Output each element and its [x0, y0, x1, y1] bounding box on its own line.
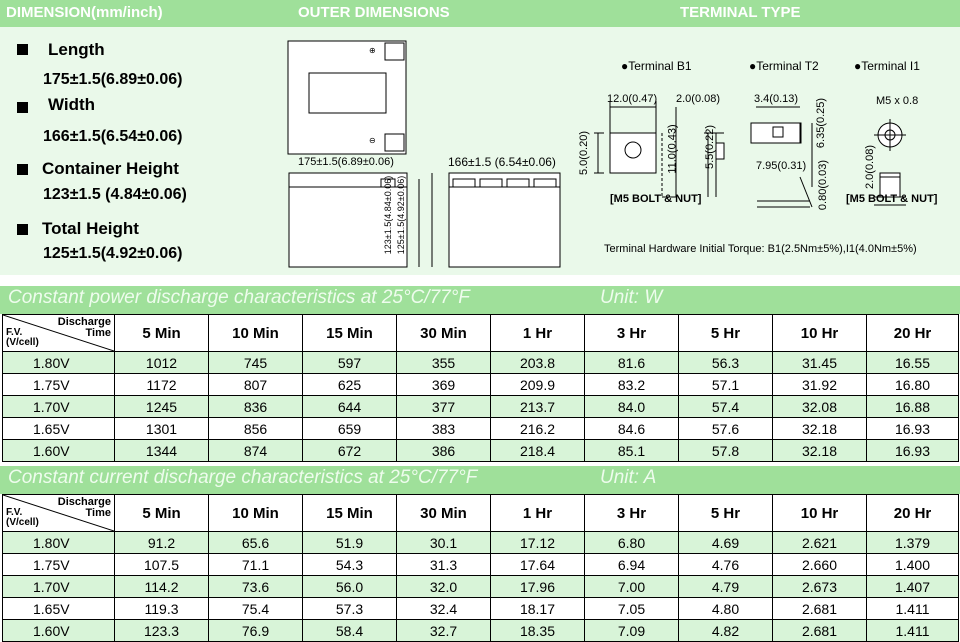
table-cell: 32.18: [773, 440, 867, 462]
table-cell: 2.673: [773, 576, 867, 598]
corner-fv-label: [6, 328, 39, 348]
table-cell: 2.621: [773, 532, 867, 554]
table-cell: 76.9: [209, 620, 303, 642]
table-cell: 56.0: [303, 576, 397, 598]
table-cell: 377: [397, 396, 491, 418]
table-cell: 383: [397, 418, 491, 440]
dimension-value-container-height: 123±1.5 (4.84±0.06): [43, 186, 187, 203]
table-cell: 17.96: [491, 576, 585, 598]
table-cell: 17.12: [491, 532, 585, 554]
corner-vcell-text: (V/cell): [6, 337, 39, 348]
table-cell: 75.4: [209, 598, 303, 620]
table-cell: 16.80: [867, 374, 959, 396]
terminal-i1-bolt: [M5 BOLT & NUT]: [846, 193, 938, 205]
table-cell: 644: [303, 396, 397, 418]
column-header: 10 Hr: [773, 495, 867, 532]
table-cell: 6.94: [585, 554, 679, 576]
terminal-i1-dim-a: M5 x 0.8: [876, 95, 919, 107]
dimension-panel: [0, 27, 960, 275]
final-voltage-cell: 1.60V: [3, 440, 115, 462]
table-cell: 836: [209, 396, 303, 418]
table-cell: 1.411: [867, 598, 959, 620]
terminal-t2-dim-a: 3.4(0.13): [754, 93, 799, 105]
table-cell: 16.93: [867, 440, 959, 462]
table-cell: 369: [397, 374, 491, 396]
table-cell: 4.76: [679, 554, 773, 576]
column-header: 10 Hr: [773, 315, 867, 352]
dimension-label-total-height: Total Height: [42, 219, 139, 238]
table-cell: 32.7: [397, 620, 491, 642]
corner-vcell-text: (V/cell): [6, 517, 39, 528]
table-cell: 51.9: [303, 532, 397, 554]
corner-fv-label: [6, 508, 39, 528]
table-cell: 856: [209, 418, 303, 440]
table-cell: 4.79: [679, 576, 773, 598]
final-voltage-cell: 1.80V: [3, 532, 115, 554]
terminal-b1-dim-a: 12.0(0.47): [607, 93, 658, 105]
table-row: [3, 620, 959, 642]
table-cell: 1172: [115, 374, 209, 396]
table-cell: 6.80: [585, 532, 679, 554]
terminal-type-title: TERMINAL TYPE: [680, 4, 801, 21]
table-cell: 32.4: [397, 598, 491, 620]
current-table-title: Constant current discharge characteristics at 25°C/77°F: [8, 467, 478, 488]
table-cell: 218.4: [491, 440, 585, 462]
table-cell: 745: [209, 352, 303, 374]
table-corner-cell: [3, 495, 115, 532]
column-header: 15 Min: [303, 315, 397, 352]
table-cell: 1.379: [867, 532, 959, 554]
drawing-container-height-label: 123±1.5(4.84±0.06): [383, 175, 394, 255]
table-cell: 672: [303, 440, 397, 462]
dimension-value-width: 166±1.5(6.54±0.06): [43, 128, 183, 145]
section-header-bar: [0, 0, 960, 27]
table-cell: 31.45: [773, 352, 867, 374]
column-header: 1 Hr: [491, 315, 585, 352]
corner-time-label: Time: [85, 327, 111, 339]
table-cell: 16.88: [867, 396, 959, 418]
dimension-value-length: 175±1.5(6.89±0.06): [43, 71, 183, 88]
terminal-b1-dim-b: 2.0(0.08): [676, 93, 721, 105]
table-cell: 57.6: [679, 418, 773, 440]
table-cell: 1301: [115, 418, 209, 440]
outer-dimensions-title: OUTER DIMENSIONS: [298, 4, 450, 21]
table-cell: 386: [397, 440, 491, 462]
table-cell: 209.9: [491, 374, 585, 396]
table-row: [3, 440, 959, 462]
table-row: [3, 418, 959, 440]
corner-time-label: Time: [85, 507, 111, 519]
table-cell: 625: [303, 374, 397, 396]
table-cell: 1344: [115, 440, 209, 462]
table-cell: 7.05: [585, 598, 679, 620]
table-cell: 7.09: [585, 620, 679, 642]
table-cell: 107.5: [115, 554, 209, 576]
table-cell: 2.681: [773, 620, 867, 642]
corner-discharge-label: Discharge: [57, 496, 111, 508]
drawing-total-height-label: 125±1.5(4.92±0.06): [396, 175, 407, 255]
table-cell: 57.8: [679, 440, 773, 462]
final-voltage-cell: 1.60V: [3, 620, 115, 642]
table-cell: 4.80: [679, 598, 773, 620]
table-cell: 31.3: [397, 554, 491, 576]
table-cell: 73.6: [209, 576, 303, 598]
dimension-title: DIMENSION(mm/inch): [6, 4, 163, 21]
column-header: 20 Hr: [867, 495, 959, 532]
table-cell: 123.3: [115, 620, 209, 642]
table-cell: 216.2: [491, 418, 585, 440]
table-cell: 355: [397, 352, 491, 374]
table-row: [3, 554, 959, 576]
terminal-i1-dim-b: 2.0(0.08): [864, 144, 877, 190]
column-header: 5 Hr: [679, 495, 773, 532]
column-header: 3 Hr: [585, 495, 679, 532]
table-cell: 18.35: [491, 620, 585, 642]
column-header: 10 Min: [209, 495, 303, 532]
table-cell: 81.6: [585, 352, 679, 374]
table-cell: 30.1: [397, 532, 491, 554]
table-cell: 17.64: [491, 554, 585, 576]
table-row: [3, 598, 959, 620]
column-header: 1 Hr: [491, 495, 585, 532]
table-cell: 597: [303, 352, 397, 374]
drawing-width-label: 166±1.5 (6.54±0.06): [448, 155, 556, 169]
table-cell: 57.3: [303, 598, 397, 620]
power-table-unit: Unit: W: [600, 287, 663, 308]
table-cell: 91.2: [115, 532, 209, 554]
corner-fv-text: F.V.: [6, 507, 23, 518]
table-cell: 71.1: [209, 554, 303, 576]
drawing-length-label: 175±1.5(6.89±0.06): [298, 156, 394, 168]
svg-text:⊖: ⊖: [369, 136, 376, 145]
table-cell: 54.3: [303, 554, 397, 576]
table-corner-cell: [3, 315, 115, 352]
current-table-unit: Unit: A: [600, 467, 657, 488]
corner-fv-text: F.V.: [6, 327, 23, 338]
final-voltage-cell: 1.70V: [3, 396, 115, 418]
terminal-i1-name: ●Terminal I1: [854, 59, 920, 73]
table-cell: 213.7: [491, 396, 585, 418]
dimension-label-length: Length: [48, 40, 105, 59]
table-cell: 119.3: [115, 598, 209, 620]
table-cell: 56.3: [679, 352, 773, 374]
final-voltage-cell: 1.75V: [3, 374, 115, 396]
final-voltage-cell: 1.65V: [3, 418, 115, 440]
column-header: 5 Hr: [679, 315, 773, 352]
dimension-value-total-height: 125±1.5(4.92±0.06): [43, 245, 183, 262]
terminal-t2-dim-b: 6.35(0.25): [815, 97, 828, 149]
column-header: 30 Min: [397, 315, 491, 352]
table-cell: 1.411: [867, 620, 959, 642]
final-voltage-cell: 1.70V: [3, 576, 115, 598]
table-cell: 84.0: [585, 396, 679, 418]
table-cell: 31.92: [773, 374, 867, 396]
table-row: [3, 396, 959, 418]
terminal-b1-name: ●Terminal B1: [621, 59, 692, 73]
column-header: 5 Min: [115, 315, 209, 352]
column-header: 30 Min: [397, 495, 491, 532]
table-cell: 57.4: [679, 396, 773, 418]
column-header: 5 Min: [115, 495, 209, 532]
table-row: [3, 532, 959, 554]
svg-text:⊕: ⊕: [369, 46, 376, 55]
dimension-label-width: Width: [48, 95, 96, 114]
table-cell: 32.08: [773, 396, 867, 418]
table-cell: 2.660: [773, 554, 867, 576]
terminal-t2-dim-d: 0.80(0.03): [817, 159, 830, 211]
power-table-title: Constant power discharge characteristics at 25°C/77°F: [8, 287, 470, 308]
table-cell: 16.55: [867, 352, 959, 374]
table-cell: 114.2: [115, 576, 209, 598]
table-cell: 85.1: [585, 440, 679, 462]
table-cell: 65.6: [209, 532, 303, 554]
battery-side-view: [449, 173, 560, 267]
terminal-torque-note: Terminal Hardware Initial Torque: B1(2.5Nm±5%),I1(4.0Nm±5%): [604, 243, 917, 255]
table-cell: 4.69: [679, 532, 773, 554]
terminal-b1-bolt: [M5 BOLT & NUT]: [610, 193, 702, 205]
table-cell: 57.1: [679, 374, 773, 396]
power-discharge-table: [2, 314, 959, 462]
table-cell: 83.2: [585, 374, 679, 396]
column-header: 15 Min: [303, 495, 397, 532]
table-cell: 1.400: [867, 554, 959, 576]
column-header: 10 Min: [209, 315, 303, 352]
terminal-t2-drawing: [751, 107, 812, 207]
table-cell: 2.681: [773, 598, 867, 620]
table-cell: 84.6: [585, 418, 679, 440]
table-row: [3, 576, 959, 598]
table-cell: 4.82: [679, 620, 773, 642]
power-table-title-bar: [0, 286, 960, 314]
current-table-title-bar: [0, 466, 960, 494]
final-voltage-cell: 1.65V: [3, 598, 115, 620]
final-voltage-cell: 1.80V: [3, 352, 115, 374]
table-cell: 58.4: [303, 620, 397, 642]
table-cell: 32.0: [397, 576, 491, 598]
battery-front-view: [289, 173, 432, 267]
terminal-b1-dim-e: 5.5(0.22): [704, 124, 717, 170]
table-cell: 874: [209, 440, 303, 462]
corner-discharge-label: Discharge: [57, 316, 111, 328]
table-cell: 807: [209, 374, 303, 396]
current-discharge-table: [2, 494, 959, 642]
table-cell: 1.407: [867, 576, 959, 598]
column-header: 20 Hr: [867, 315, 959, 352]
dimension-label-container-height: Container Height: [42, 159, 179, 178]
column-header: 3 Hr: [585, 315, 679, 352]
battery-top-view: [288, 41, 406, 154]
table-row: [3, 374, 959, 396]
table-cell: 16.93: [867, 418, 959, 440]
table-cell: 18.17: [491, 598, 585, 620]
table-cell: 32.18: [773, 418, 867, 440]
table-cell: 1012: [115, 352, 209, 374]
final-voltage-cell: 1.75V: [3, 554, 115, 576]
table-cell: 659: [303, 418, 397, 440]
table-cell: 1245: [115, 396, 209, 418]
table-cell: 203.8: [491, 352, 585, 374]
table-cell: 7.00: [585, 576, 679, 598]
table-row: [3, 352, 959, 374]
terminal-b1-dim-c: 5.0(0.20): [578, 130, 591, 176]
terminal-t2-name: ●Terminal T2: [749, 59, 819, 73]
terminal-b1-dim-d: 11.0(0.43): [666, 124, 679, 174]
terminal-t2-dim-c: 7.95(0.31): [756, 160, 807, 172]
